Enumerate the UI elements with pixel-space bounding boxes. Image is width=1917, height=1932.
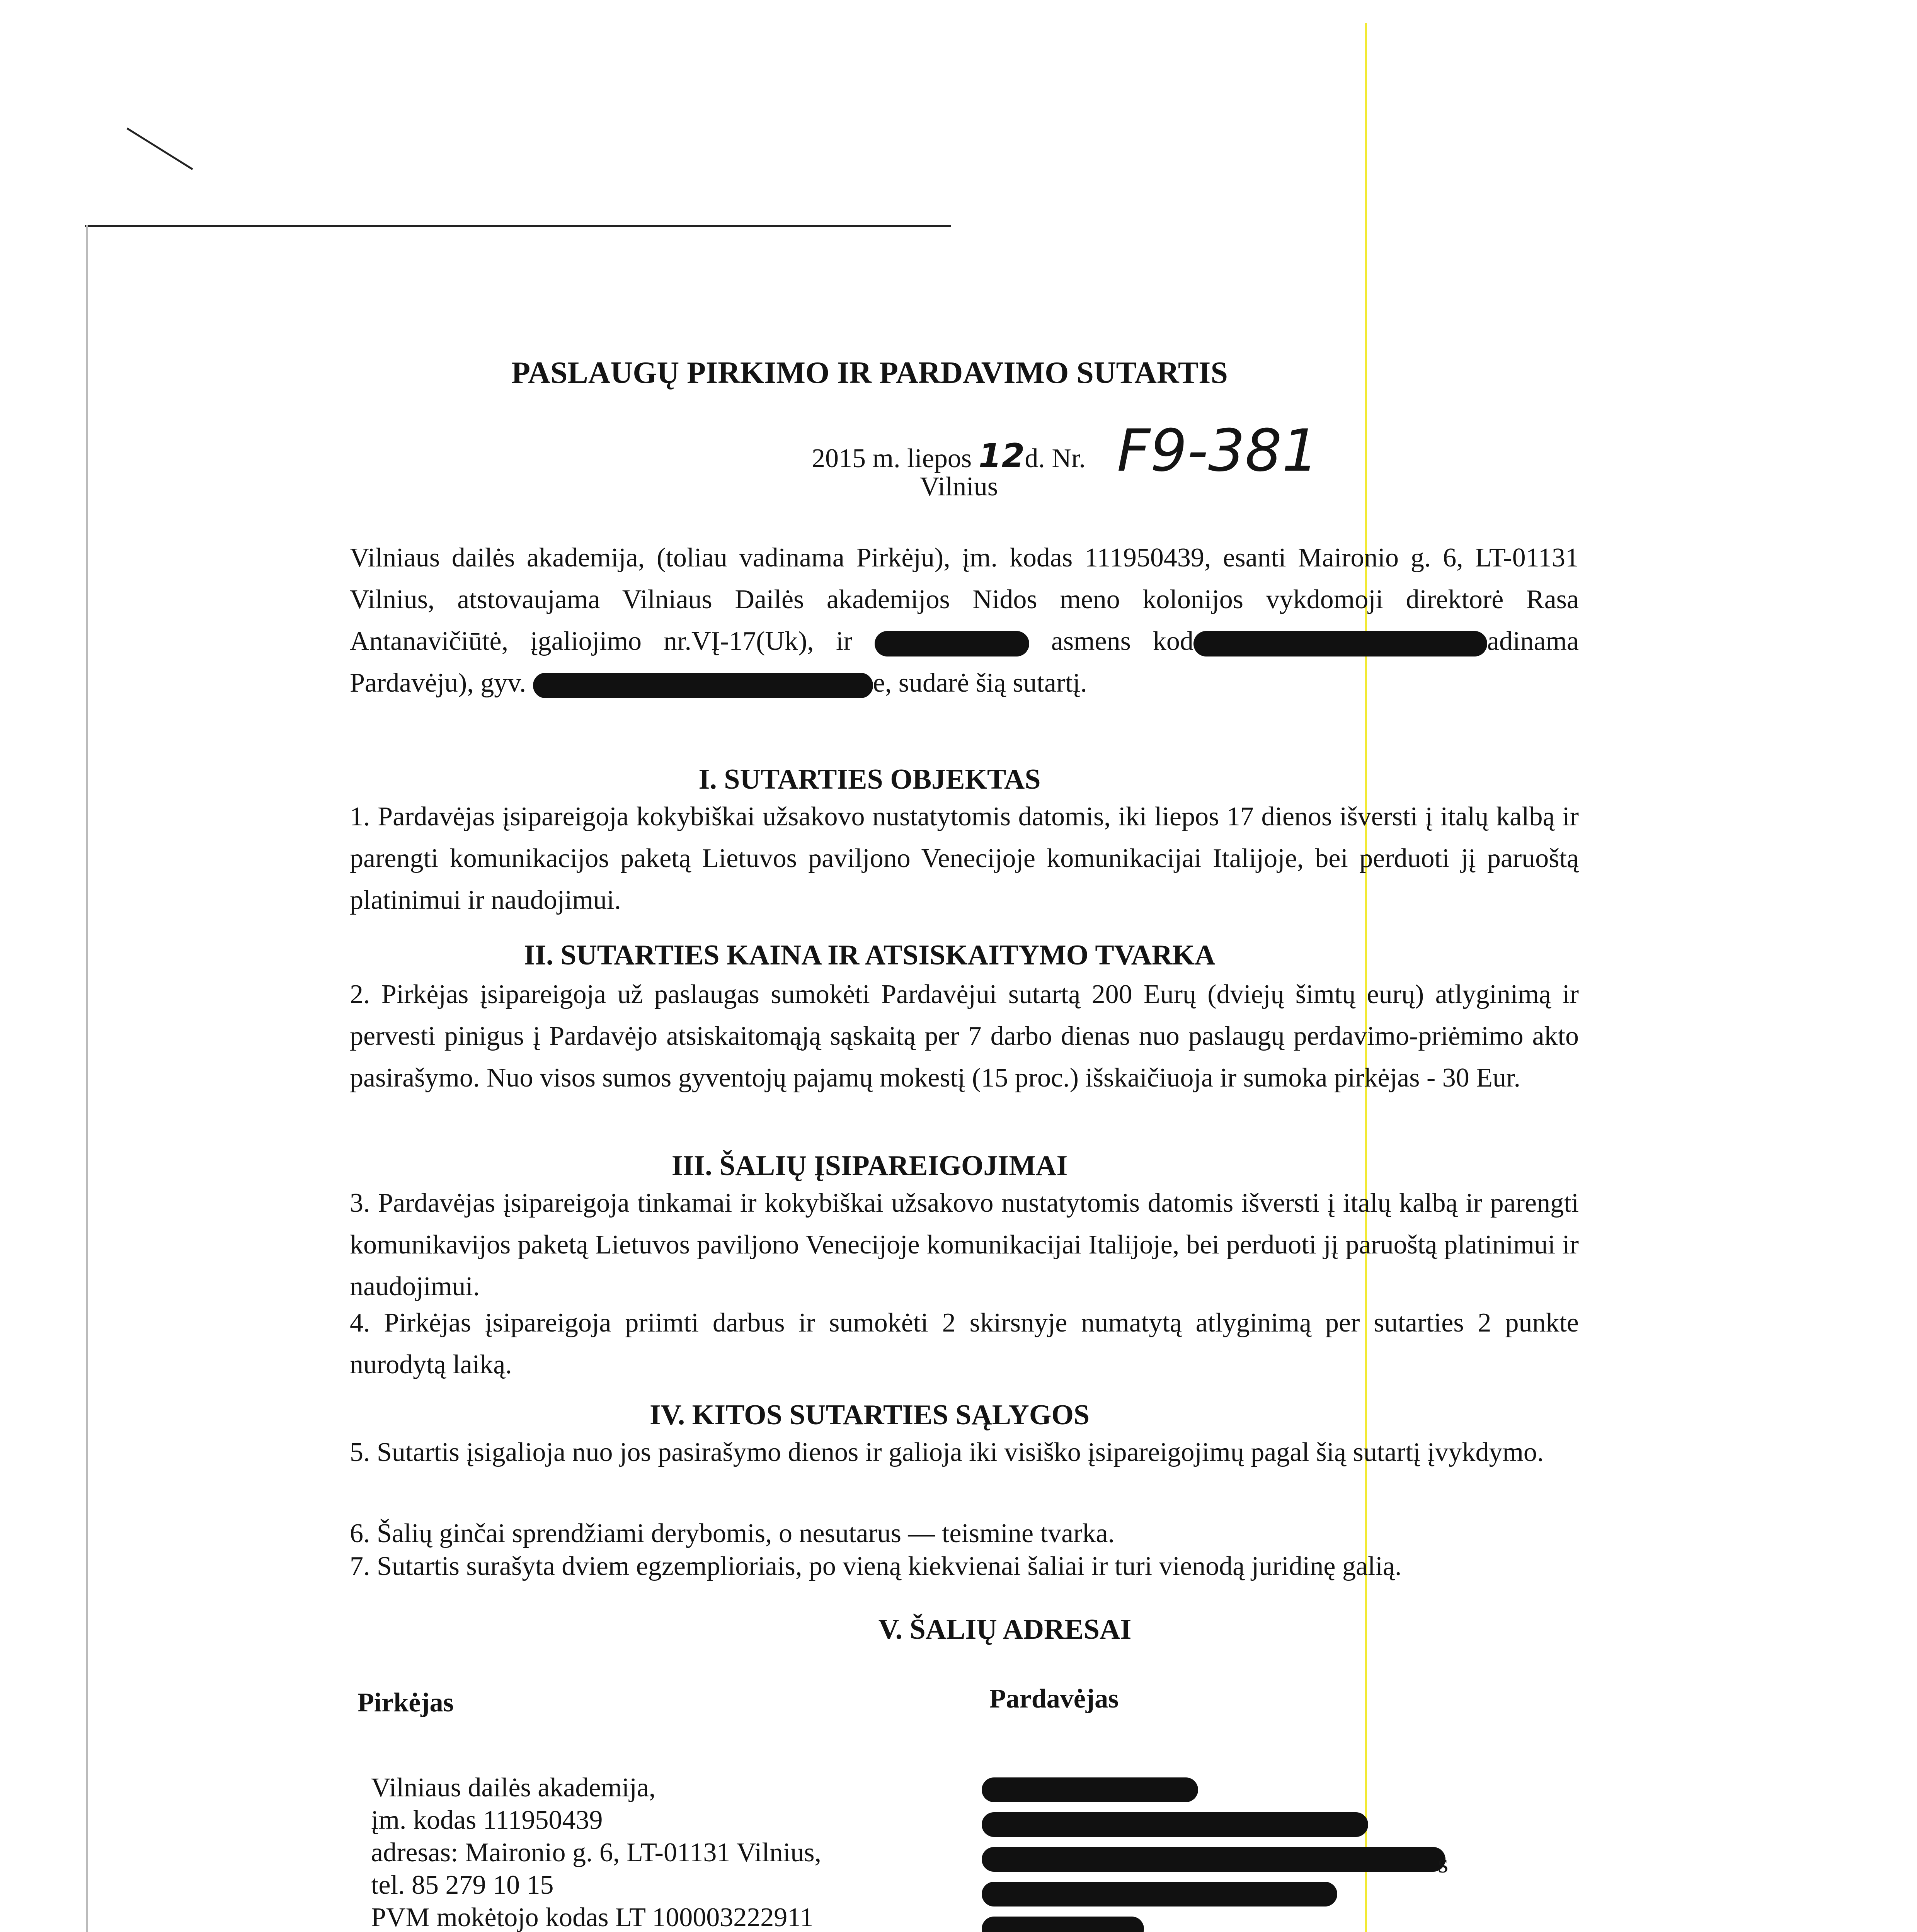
preamble-part-3: adinama Pardavėju), gyv.: [350, 626, 1579, 698]
contract-date: [812, 437, 1086, 475]
seller-fragment-s: s: [1438, 1849, 1449, 1879]
contract-city: Vilnius: [920, 472, 998, 502]
left-border-line: [86, 225, 88, 1932]
redacted-seller-id-line: [982, 1917, 1144, 1932]
buyer-line-vat: PVM mokėtojo kodas LT 100003222911: [371, 1903, 814, 1932]
date-suffix: d. Nr.: [1025, 444, 1086, 473]
section-4-paragraph-5: 5. Sutartis įsigalioja nuo jos pasirašymo dienos ir galioja iki visiško įsipareigojimų pagal šią sutartį įvykdymo.: [350, 1437, 1544, 1467]
redacted-seller-email-line: [982, 1882, 1337, 1906]
redacted-personal-code: [1193, 631, 1487, 656]
preamble-part-2: asmens kod: [1051, 626, 1193, 656]
redacted-seller-name-line: [982, 1777, 1198, 1802]
preamble-part-4: e, sudarė šią sutartį.: [873, 668, 1087, 698]
redacted-seller-code-line: [982, 1812, 1368, 1837]
section-1-heading: I. SUTARTIES OBJEKTAS: [698, 764, 1041, 795]
redacted-seller-address: [533, 673, 873, 698]
section-3-heading: III. ŠALIŲ ĮSIPAREIGOJIMAI: [671, 1150, 1068, 1182]
section-3-paragraph-4: 4. Pirkėjas įsipareigoja priimti darbus ir sumokėti 2 skirsnyje numatytą atlyginimą per sutarties 2 punkte nurodytą laiką.: [350, 1308, 1579, 1379]
section-3-paragraph-3: 3. Pardavėjas įsipareigoja tinkamai ir kokybiškai užsakovo nustatytomis datomis išversti į italų kalbą ir parengti komunikavijos paketą Lietuvos paviljono Venecijoje komunikacijai Italijoje, bei perduoti jį paruoštą platinimui ir naudojimui.: [350, 1188, 1579, 1301]
date-prefix: 2015 m. liepos: [812, 444, 972, 473]
section-5-heading: V. ŠALIŲ ADRESAI: [878, 1614, 1132, 1645]
seller-label: Pardavėjas: [989, 1684, 1119, 1714]
buyer-details: [371, 1772, 821, 1932]
buyer-label: Pirkėjas: [358, 1688, 454, 1718]
top-border-line: [85, 225, 951, 227]
preamble-part-1: Vilniaus dailės akademija, (toliau vadinama Pirkėju), įm. kodas 111950439, esanti Maironio g. 6, LT-01131 Vilnius, atstovaujama Vilniaus Dailės akademijos Nidos meno kolonijos vykdomoji direktorė Rasa Antanavičiūtė, įgaliojimo nr.VĮ-17(Uk), ir: [350, 543, 1579, 656]
corner-mark: [126, 128, 193, 170]
buyer-line-code: įm. kodas 111950439: [371, 1805, 603, 1835]
section-4-heading: IV. KITOS SUTARTIES SĄLYGOS: [649, 1399, 1090, 1431]
section-2-heading: II. SUTARTIES KAINA IR ATSISKAITYMO TVARKA: [524, 939, 1216, 971]
section-1-paragraph: 1. Pardavėjas įsipareigoja kokybiškai užsakovo nustatytomis datomis, iki liepos 17 dienos išversti į italų kalbą ir parengti komunikacijos paketą Lietuvos paviljono Venecijoje komunikacijai Italijoje, bei perduoti jį paruoštą platinimui ir naudojimui.: [350, 802, 1579, 915]
redacted-seller-address-line: [982, 1847, 1445, 1872]
redacted-seller-name: [875, 631, 1029, 656]
buyer-line-address: adresas: Maironio g. 6, LT-01131 Vilnius,: [371, 1838, 822, 1867]
section-4-paragraph-7: 7. Sutartis surašyta dviem egzemplioriais, po vieną kiekvienai šaliai ir turi vienodą juridinę galią.: [350, 1551, 1402, 1581]
preamble-paragraph: [350, 537, 1579, 704]
buyer-line-name: Vilniaus dailės akademija,: [371, 1773, 656, 1803]
section-4-paragraph-6: 6. Šalių ginčai sprendžiami derybomis, o nesutarus — teismine tvarka.: [350, 1519, 1115, 1548]
buyer-line-phone: tel. 85 279 10 15: [371, 1870, 554, 1900]
contract-number: F9-381: [1117, 417, 1319, 485]
contract-title: PASLAUGŲ PIRKIMO IR PARDAVIMO SUTARTIS: [511, 356, 1228, 390]
date-day: 12: [978, 437, 1025, 475]
section-2-paragraph: 2. Pirkėjas įsipareigoja už paslaugas sumokėti Pardavėjui sutartą 200 Eurų (dviejų šimtų eurų) atlyginimą ir pervesti pinigus į Pardavėjo atsiskaitomąją sąskaitą per 7 darbo dienas nuo paslaugų perdavimo-priėmimo akto pasirašymo. Nuo visos sumos gyventojų pajamų mokestį (15 proc.) išskaičiuoja ir sumoka pirkėjas - 30 Eur.: [350, 980, 1579, 1093]
